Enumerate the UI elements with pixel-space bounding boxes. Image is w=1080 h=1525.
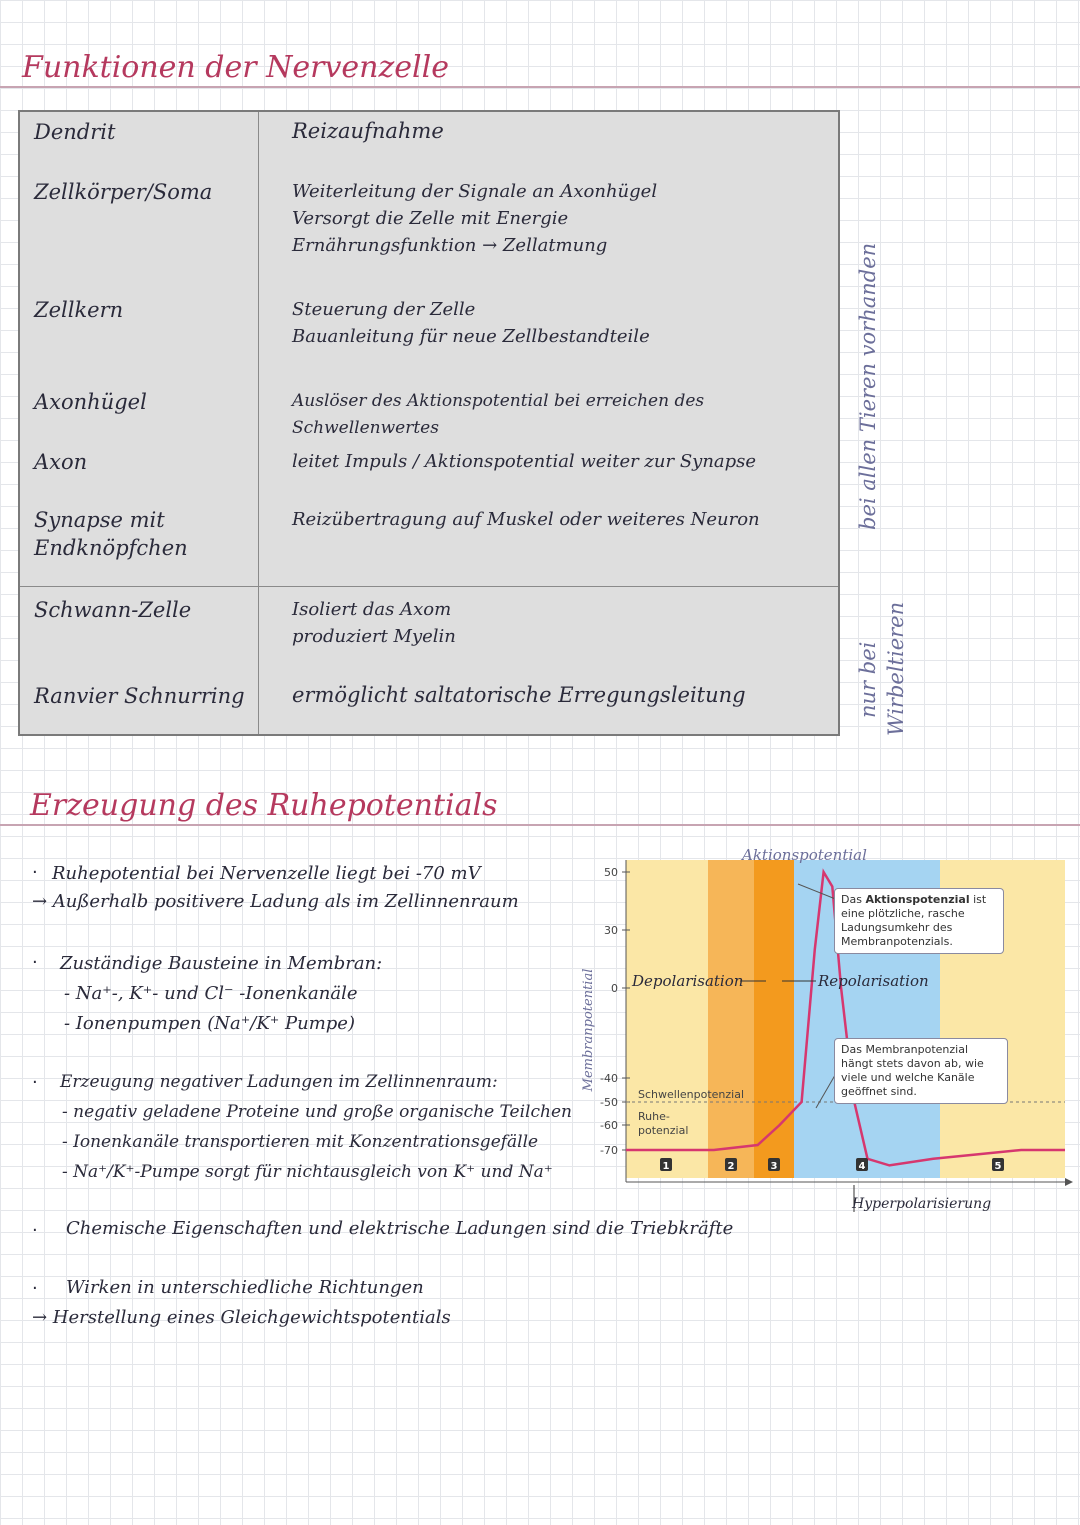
- term-dendrit: Dendrit: [34, 120, 116, 144]
- desc-line: Versorgt die Zelle mit Energie: [292, 208, 569, 229]
- info-box-action-potential: [834, 888, 1004, 954]
- term-ranvier: Ranvier Schnurring: [34, 684, 245, 708]
- term-axon: Axon: [34, 450, 88, 474]
- text-b3-l4: - Na⁺/K⁺-Pumpe sorgt für nichtausgleich von K⁺ und Na⁺: [62, 1162, 553, 1182]
- text-b3-l2: - negativ geladene Proteine und große organische Teilchen: [62, 1102, 572, 1122]
- desc-line: Bauanleitung für neue Zellbestandteile: [292, 326, 650, 347]
- desc-axon: [292, 448, 756, 475]
- header-rule: [0, 86, 1080, 88]
- text-b2-l3: - Ionenpumpen (Na⁺/K⁺ Pumpe): [64, 1013, 355, 1034]
- term-soma: Zellkörper/Soma: [34, 180, 213, 204]
- desc-line: Isoliert das Axom: [292, 599, 452, 620]
- y-tick-label: -60: [600, 1119, 618, 1132]
- table-column-divider: [258, 112, 259, 734]
- functions-table: [18, 110, 840, 736]
- section-title-resting-potential: Erzeugung des Ruhepotentials: [30, 788, 498, 823]
- term-schwann: Schwann-Zelle: [34, 598, 192, 622]
- label-aktionspotential: Aktionspotential: [742, 846, 867, 864]
- desc-synapse: [292, 506, 760, 533]
- label-threshold: Schwellenpotenzial: [638, 1088, 745, 1101]
- bullet: ·: [32, 1220, 38, 1241]
- y-tick-label: 0: [611, 982, 618, 995]
- phase-bg-2: [708, 860, 754, 1178]
- label-hyperpolarisierung: Hyperpolarisierung: [852, 1196, 992, 1212]
- side-note-vertebrates-b: Wirbeltieren: [884, 601, 908, 736]
- label-depolarisation: Depolarisation: [632, 972, 744, 990]
- bullet: ·: [32, 952, 38, 973]
- text-b2-l2: - Na⁺-, K⁺- und Cl⁻ -Ionenkanäle: [64, 983, 358, 1004]
- phase-marker-label: 1: [662, 1161, 670, 1172]
- desc-line: ermöglicht saltatorische Erregungsleitung: [292, 683, 746, 707]
- header-rule-2: [0, 824, 1080, 826]
- term-axonhuegel: Axonhügel: [34, 390, 147, 414]
- bullet: ·: [32, 862, 38, 883]
- y-axis-label: Membranpotential: [581, 968, 596, 1092]
- phase-marker-label: 4: [858, 1161, 866, 1172]
- text-b1-l1: Ruhepotential bei Nervenzelle liegt bei -70 mV: [52, 863, 481, 884]
- phase-marker-label: 5: [994, 1161, 1002, 1172]
- desc-line: leitet Impuls / Aktionspotential weiter zur Synapse: [292, 451, 757, 472]
- side-note-vertebrates-a: nur bei: [856, 641, 880, 718]
- text-b2-l1: Zuständige Bausteine in Membran:: [60, 953, 383, 974]
- term-synapse: Synapse mit Endknöpfchen: [34, 508, 188, 560]
- desc-ranvier: [292, 682, 746, 709]
- bullet: ·: [32, 1278, 38, 1299]
- info-box-membrane: Das Membranpotenzial hängt stets davon ab, wie viele und welche Kanäle geöffnet sind.: [834, 1038, 1008, 1104]
- label-rest-1: Ruhe-: [638, 1110, 670, 1123]
- desc-zellkern: [292, 296, 650, 350]
- desc-line: Ernährungsfunktion → Zellatmung: [292, 235, 608, 256]
- side-note-all-animals: bei allen Tieren vorhanden: [856, 242, 880, 530]
- y-tick-label: -40: [600, 1072, 618, 1085]
- desc-line: Reizaufnahme: [292, 119, 444, 143]
- desc-line: produziert Myelin: [292, 626, 456, 647]
- term-zellkern: Zellkern: [34, 298, 124, 322]
- desc-line: Steuerung der Zelle: [292, 299, 476, 320]
- y-tick-label: -70: [600, 1144, 618, 1157]
- desc-axonhuegel: [292, 388, 838, 442]
- text-b3-l1: Erzeugung negativer Ladungen im Zellinnenraum:: [60, 1072, 498, 1092]
- text-b3-l3: - Ionenkanäle transportieren mit Konzentrationsgefälle: [62, 1132, 539, 1152]
- bullet: ·: [32, 1072, 38, 1093]
- desc-schwann: [292, 596, 456, 650]
- info-box-1-bold: Aktionspotenzial: [865, 893, 970, 906]
- text-b5-l1: Wirken in unterschiedliche Richtungen: [66, 1277, 424, 1298]
- desc-line: Reizübertragung auf Muskel oder weiteres Neuron: [292, 509, 760, 530]
- y-tick-label: 50: [604, 866, 618, 879]
- desc-soma: [292, 178, 657, 259]
- x-axis-arrow: [1065, 1178, 1073, 1186]
- label-repolarisation: Repolarisation: [818, 972, 929, 990]
- desc-dendrit: [292, 118, 444, 145]
- text-b4: Chemische Eigenschaften und elektrische Ladungen sind die Triebkräfte: [66, 1218, 734, 1239]
- y-tick-label: 30: [604, 924, 618, 937]
- y-tick-label: -50: [600, 1096, 618, 1109]
- table-row-divider: [20, 586, 838, 587]
- phase-marker-label: 2: [727, 1161, 735, 1172]
- desc-line: Auslöser des Aktionspotential bei erreichen des Schwellenwertes: [292, 391, 705, 438]
- info-box-1-text-b: ist eine plötzliche, rasche Ladungsumkehr des Membranpotenzials.: [841, 893, 987, 948]
- desc-line: Weiterleitung der Signale an Axonhügel: [292, 181, 658, 202]
- phase-marker-label: 3: [770, 1161, 778, 1172]
- action-potential-chart: [570, 840, 1075, 1220]
- section-title-functions: Funktionen der Nervenzelle: [22, 50, 449, 85]
- text-b1-l2: → Außerhalb positivere Ladung als im Zellinnenraum: [32, 891, 519, 912]
- text-b5-l2: → Herstellung eines Gleichgewichtspotentials: [32, 1307, 451, 1328]
- label-rest-2: potenzial: [638, 1124, 689, 1137]
- info-box-1-text-a: Das: [841, 893, 866, 906]
